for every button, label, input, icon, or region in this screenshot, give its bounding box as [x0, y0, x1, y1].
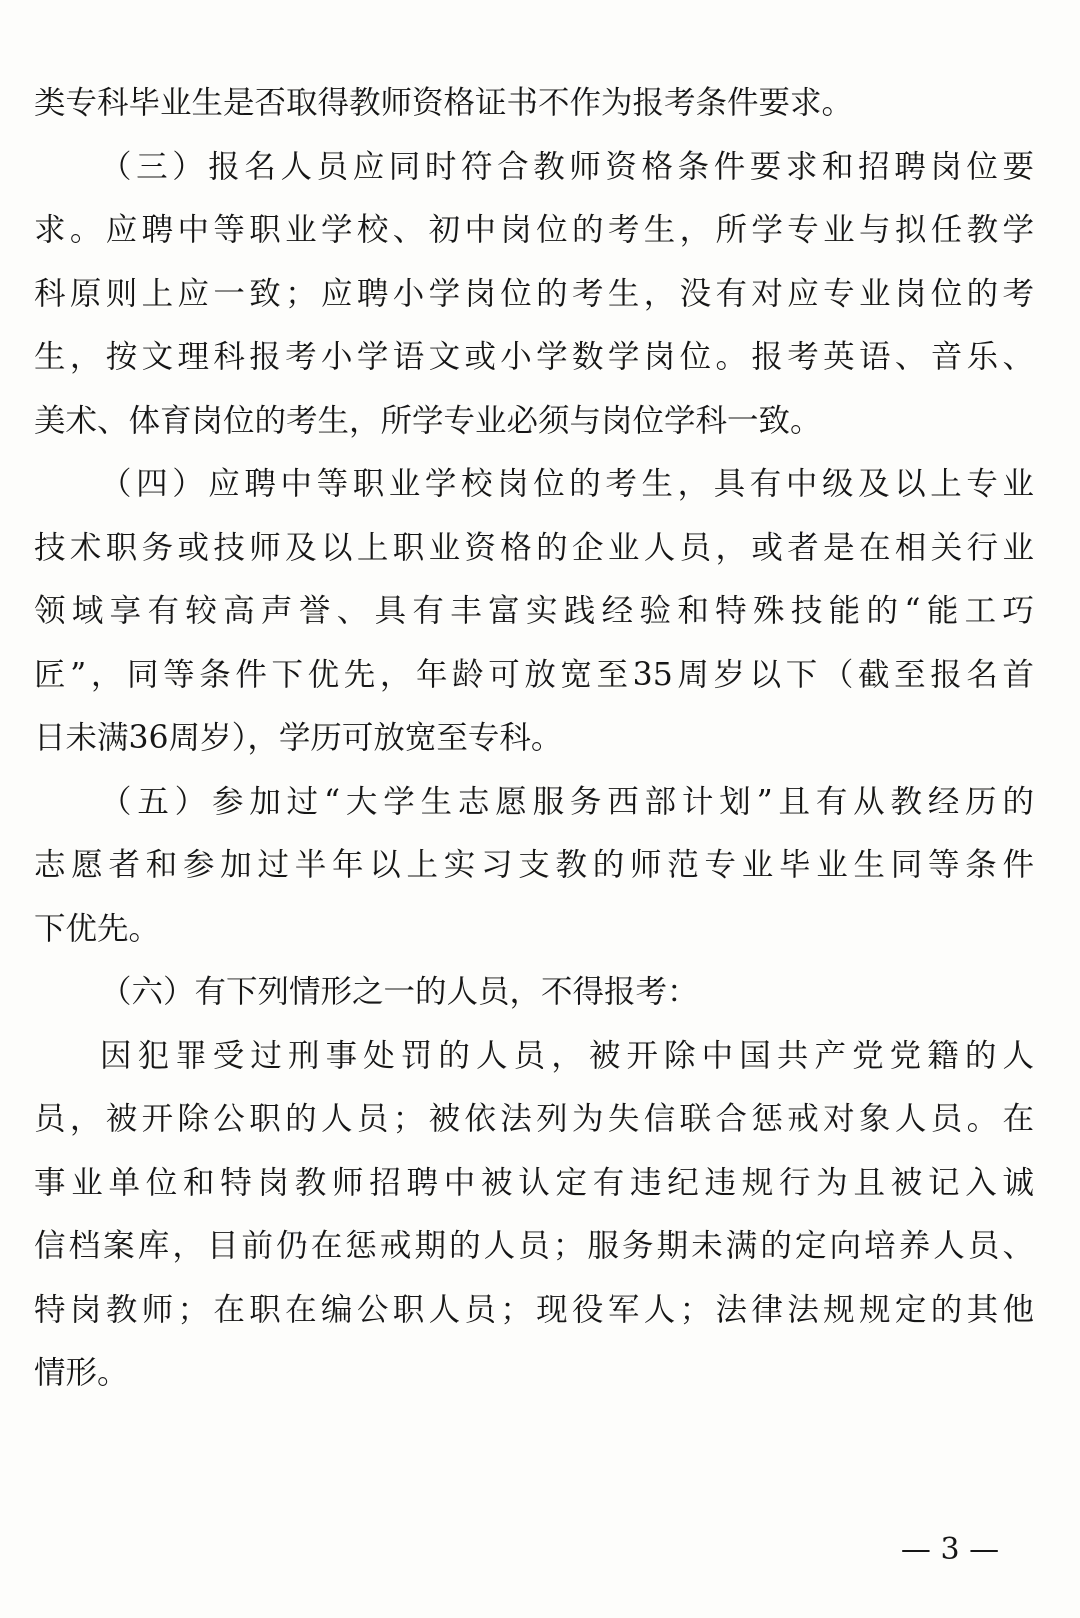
paragraph-line: 下优先。 [34, 911, 161, 947]
paragraph-line: 特岗教师；在职在编公职人员；现役军人；法律法规规定的其他 [34, 1292, 1034, 1328]
paragraph-line: （六）有下列情形之一的人员，不得报考： [100, 974, 699, 1010]
paragraph-line: 求。应聘中等职业学校、初中岗位的考生，所学专业与拟任教学 [34, 212, 1034, 248]
paragraph-line: 因犯罪受过刑事处罚的人员，被开除中国共产党党籍的人 [100, 1038, 1034, 1074]
paragraph-line: 情形。 [34, 1355, 129, 1391]
paragraph-line: （五）参加过“大学生志愿服务西部计划”且有从教经历的 [100, 784, 1034, 820]
paragraph-line: 事业单位和特岗教师招聘中被认定有违纪违规行为且被记入诚 [34, 1165, 1034, 1201]
paragraph-line: 类专科毕业生是否取得教师资格证书不作为报考条件要求。 [34, 85, 854, 121]
page-number: — 3 — [900, 1532, 1000, 1567]
paragraph-line: （四）应聘中等职业学校岗位的考生，具有中级及以上专业 [100, 466, 1034, 502]
paragraph-line: 员，被开除公职的人员；被依法列为失信联合惩戒对象人员。在 [34, 1101, 1034, 1137]
paragraph-line: 美术、体育岗位的考生，所学专业必须与岗位学科一致。 [34, 403, 822, 439]
paragraph-line: 科原则上应一致；应聘小学岗位的考生，没有对应专业岗位的考 [34, 276, 1034, 312]
paragraph-line: （三）报名人员应同时符合教师资格条件要求和招聘岗位要 [100, 149, 1034, 185]
paragraph-line: 技术职务或技师及以上职业资格的企业人员，或者是在相关行业 [34, 530, 1034, 566]
paragraph-line: 匠”，同等条件下优先，年龄可放宽至35周岁以下（截至报名首 [34, 657, 1034, 693]
paragraph-line: 信档案库，目前仍在惩戒期的人员；服务期未满的定向培养人员、 [34, 1228, 1034, 1264]
paragraph-line: 志愿者和参加过半年以上实习支教的师范专业毕业生同等条件 [34, 847, 1034, 883]
paragraph-line: 生，按文理科报考小学语文或小学数学岗位。报考英语、音乐、 [34, 339, 1034, 375]
paragraph-line: 领域享有较高声誉、具有丰富实践经验和特殊技能的“能工巧 [34, 593, 1034, 629]
paragraph-line: 日未满36周岁），学历可放宽至专科。 [34, 720, 563, 756]
